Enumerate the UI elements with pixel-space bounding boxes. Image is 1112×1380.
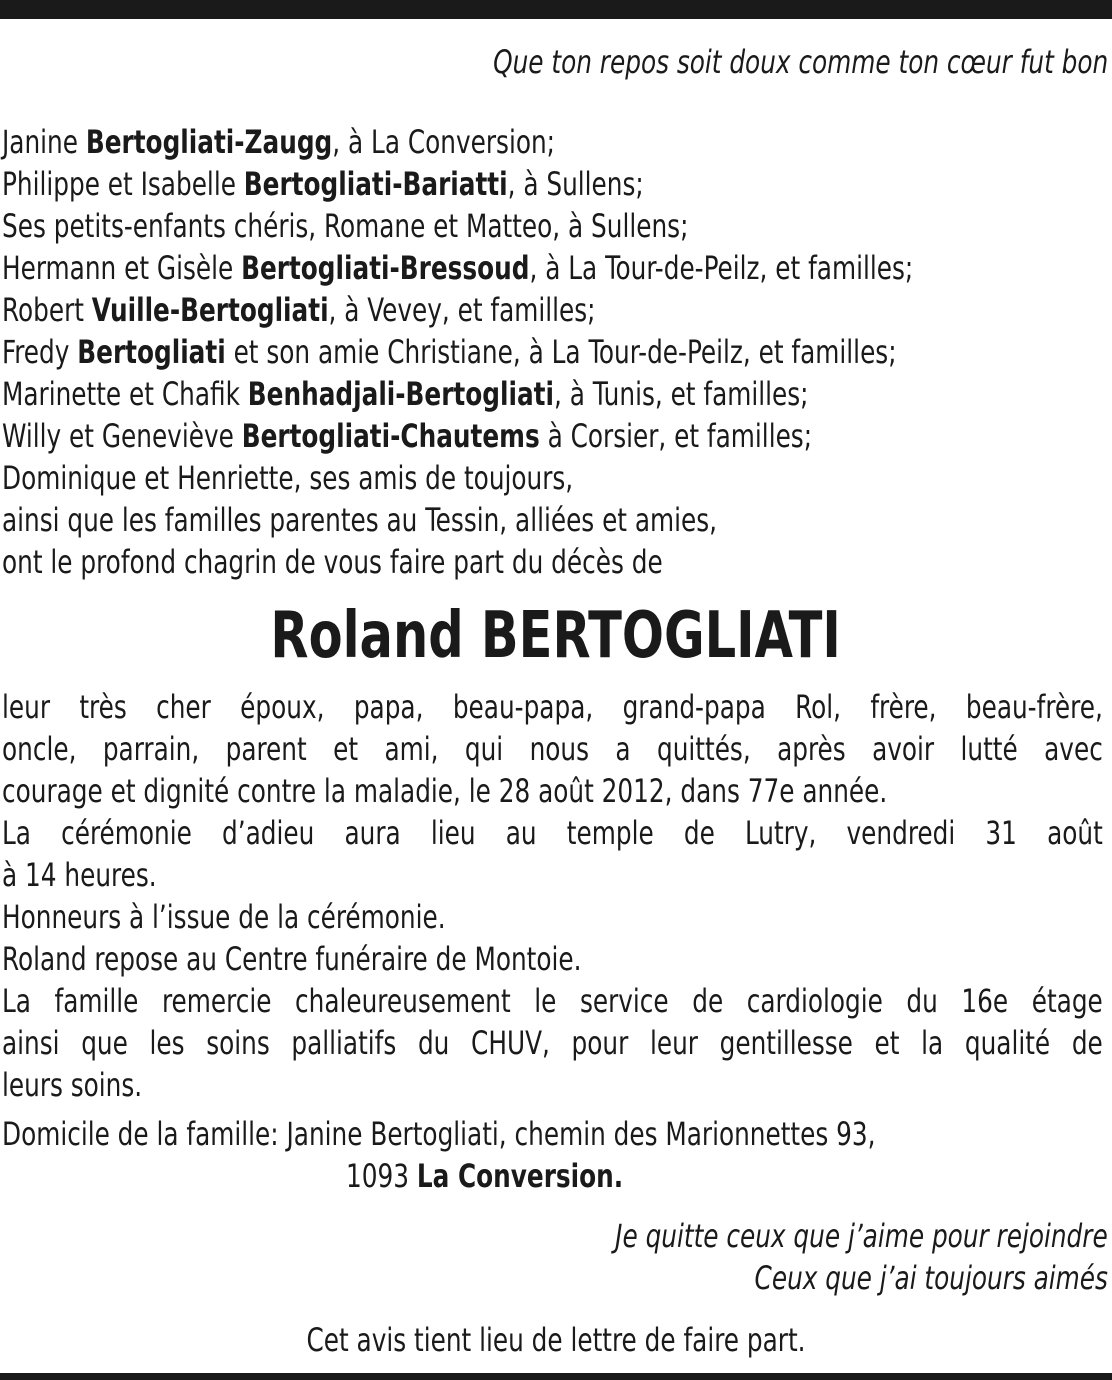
body-line: oncle, parrain, parent et ami, qui nous a quittés, après avoir lutté avec xyxy=(2,730,1103,768)
domicile-address xyxy=(346,1156,623,1196)
family-name-bold: Vuille-Bertogliati xyxy=(91,291,329,329)
closing-verse-line: Je quitte ceux que j’aime pour rejoindre xyxy=(615,1217,1108,1255)
family-line-text: Marinette et Chafik xyxy=(2,375,248,413)
body-line: leurs soins. xyxy=(2,1066,143,1104)
body-line: La cérémonie d’adieu aura lieu au temple de Lutry, vendredi 31 août xyxy=(2,814,1103,852)
family-line-text: Ses petits-enfants chéris, Romane et Matteo, à Sullens; xyxy=(2,207,689,245)
family-line-text: à Corsier, et familles; xyxy=(539,417,813,455)
family-name-bold: Bertogliati-Bariatti xyxy=(243,165,508,203)
family-line-text: , à Tunis, et familles; xyxy=(553,375,809,413)
bottom-rule xyxy=(0,1373,1112,1380)
family-name-bold: Bertogliati-Bressoud xyxy=(241,249,530,287)
family-line-text: Philippe et Isabelle xyxy=(2,165,244,203)
family-line-text: , à Vevey, et familles; xyxy=(328,291,596,329)
family-line-text: Fredy xyxy=(2,333,78,371)
family-name-bold: Benhadjali-Bertogliati xyxy=(247,375,554,413)
family-line-text: Willy et Geneviève xyxy=(2,417,242,455)
family-line xyxy=(2,206,688,246)
family-name-bold: Bertogliati-Zaugg xyxy=(85,123,333,161)
family-line xyxy=(2,290,596,330)
family-line xyxy=(2,542,663,582)
family-line-text: , à La Conversion; xyxy=(332,123,556,161)
family-line xyxy=(2,164,644,204)
family-line-text: Robert xyxy=(2,291,92,329)
family-line xyxy=(2,500,717,540)
family-line xyxy=(2,248,913,288)
deceased-name-heading xyxy=(0,598,1112,674)
family-name-bold: Bertogliati-Chautems xyxy=(241,417,540,455)
family-line-text: Hermann et Gisèle xyxy=(2,249,242,287)
family-line-text: et son amie Christiane, à La Tour-de-Peilz, et familles; xyxy=(225,333,897,371)
notice-text: Cet avis tient lieu de lettre de faire part. xyxy=(306,1321,806,1359)
family-line-text: Dominique et Henriette, ses amis de toujours, xyxy=(2,459,574,497)
family-line-text: Janine xyxy=(2,123,86,161)
family-line xyxy=(2,458,573,498)
body-line: à 14 heures. xyxy=(2,856,157,894)
domicile-postcode: 1093 xyxy=(346,1157,417,1195)
family-line xyxy=(2,416,812,456)
body-line: Honneurs à l’issue de la cérémonie. xyxy=(2,898,446,936)
body-line: courage et dignité contre la maladie, le 28 août 2012, dans 77e année. xyxy=(2,772,888,810)
family-line-text: ainsi que les familles parentes au Tessin, alliées et amies, xyxy=(2,501,718,539)
top-rule xyxy=(0,0,1112,19)
closing-verse-line: Ceux que j’ai toujours aimés xyxy=(754,1259,1108,1297)
family-line xyxy=(2,122,555,162)
domicile-line: Domicile de la famille: Janine Bertogliati, chemin des Marionnettes 93, xyxy=(2,1115,876,1153)
deceased-name: Roland BERTOGLIATI xyxy=(270,599,842,673)
family-line xyxy=(2,332,897,372)
body-line: ainsi que les soins palliatifs du CHUV, pour leur gentillesse et la qualité de xyxy=(2,1024,1103,1062)
family-line-text: , à Sullens; xyxy=(507,165,644,203)
body-line: La famille remercie chaleureusement le service de cardiologie du 16e étage xyxy=(2,982,1103,1020)
family-line-text: ont le profond chagrin de vous faire part du décès de xyxy=(2,543,663,581)
family-name-bold: Bertogliati xyxy=(77,333,226,371)
body-line: Roland repose au Centre funéraire de Montoie. xyxy=(2,940,582,978)
epigraph: Que ton repos soit doux comme ton cœur fut bon xyxy=(492,43,1108,81)
domicile-city: La Conversion. xyxy=(416,1157,624,1195)
family-line-text: , à La Tour-de-Peilz, et familles; xyxy=(529,249,914,287)
body-line: leur très cher époux, papa, beau-papa, grand-papa Rol, frère, beau-frère, xyxy=(2,688,1103,726)
family-line xyxy=(2,374,808,414)
